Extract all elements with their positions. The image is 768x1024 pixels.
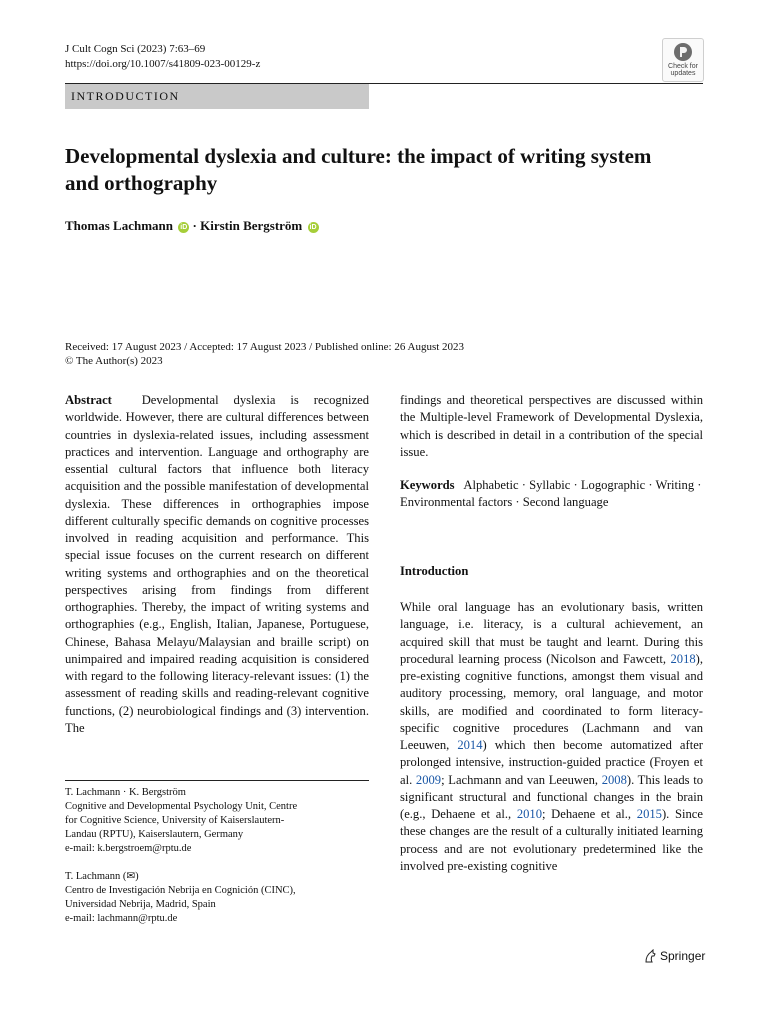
introduction-paragraph [400, 599, 703, 875]
doi-link[interactable]: https://doi.org/10.1007/s41809-023-00129-z [65, 58, 261, 70]
check-for-updates-badge[interactable] [662, 38, 704, 82]
affiliation-email[interactable]: e-mail: k.bergstroem@rptu.de [65, 843, 192, 854]
author-separator: · [192, 218, 197, 233]
body-text: ), pre-existing cognitive functions, amongst them visual and auditory processing, memory, oral language, and motor skills, are modified and coordinated to form literacy-specific cognitive procedures (Lachmann and van Leeuwen, [400, 651, 703, 752]
publication-dates [65, 340, 464, 368]
abstract-label: Abstract [65, 393, 112, 407]
article-title: Developmental dyslexia and culture: the impact of writing system and orthography [65, 144, 652, 195]
keywords-text: Alphabetic · Syllabic · Logographic · Writing · Environmental factors · Second language [400, 478, 702, 510]
badge-text-line1: Check for [668, 63, 698, 70]
affiliation-institution: for Cognitive Science, University of Kaiserslautern- [65, 815, 285, 826]
affiliation-rule [65, 780, 369, 781]
citation-link[interactable]: 2009 [415, 772, 442, 787]
body-text: ). This leads to significant structural and functional changes in the brain (e.g., Dehaene et al., [400, 772, 704, 821]
affiliation-email[interactable]: e-mail: lachmann@rptu.de [65, 913, 178, 924]
keywords-label: Keywords [400, 478, 455, 492]
affiliation-institution: Universidad Nebrija, Madrid, Spain [65, 899, 216, 910]
affiliation-institution: Centro de Investigación Nebrija en Cognición (CINC), [65, 885, 296, 896]
citation-link[interactable]: 2010 [516, 807, 542, 821]
history-dates: Received: 17 August 2023 / Accepted: 17 August 2023 / Published online: 26 August 2023 [65, 341, 465, 353]
affiliation-institution: Landau (RPTU), Kaiserslautern, Germany [65, 829, 244, 840]
orcid-icon[interactable]: iD [309, 223, 317, 231]
affiliation-institution: Cognitive and Developmental Psychology Unit, Centre [65, 801, 298, 812]
affiliation-block [65, 870, 369, 926]
section-label: INTRODUCTION [65, 84, 369, 109]
author-name[interactable]: Thomas Lachmann [65, 218, 173, 233]
citation-link[interactable]: 2015 [636, 807, 662, 821]
body-text: ; Lachmann and van Leeuwen, [441, 772, 602, 787]
corresponding-author: T. Lachmann (✉) [65, 871, 139, 882]
copyright-notice: © The Author(s) 2023 [65, 355, 163, 367]
citation-link[interactable]: 2008 [601, 772, 627, 787]
body-text: ) which then become automatized after prolonged intensive, instruction-guided practice (Froyen et al. [400, 738, 703, 787]
springer-horse-icon [643, 949, 657, 963]
affiliation-authors: T. Lachmann · K. Bergström [65, 787, 186, 798]
orcid-icon[interactable]: iD [180, 223, 188, 231]
abstract [65, 392, 369, 737]
body-text: ). Since these changes are the result of a culturally initiated learning process and are not evolutionary predetermined like the involved pre-existing cognitive [400, 807, 703, 873]
author-name[interactable]: Kirstin Bergström [200, 218, 303, 233]
publisher-name: Springer [660, 949, 706, 963]
citation-link[interactable]: 2018 [670, 651, 696, 666]
section-heading: Introduction [400, 564, 469, 578]
check-for-updates-icon [673, 42, 693, 62]
badge-text-line2: updates [670, 70, 696, 77]
author-line [65, 218, 319, 234]
abstract-text: Developmental dyslexia is recognized worldwide. However, there are cultural differences between countries in dyslexia-related issues, including assessment practices and intervention. Language and orthography are essential cultural factors that influence both literacy acquisition and the possible manifestation of developmental dyslexia. These differences in orthographies impose different culturally specific demands on cognitive processes involved in reading acquisition and performance. This special issue focuses on the current research on different writing systems and orthographies and on the theoretical perspectives arising from findings from different orthographies. Thereby, the impact of writing systems and orthographies (e.g., English, Italian, Japanese, Portuguese, Chinese, Bahasa Melayu/Malaysian and braille script) on unimpaired and impaired reading acquisition is considered with regard to the following literacy-relevant issues: (1) the assessment of reading skills and reading-relevant cognitive functions, (2) neurobiological findings and (3) intervention. The [65, 393, 369, 735]
journal-reference: J Cult Cogn Sci (2023) 7:63–69 [65, 43, 206, 55]
body-text: ; Dehaene et al., [542, 807, 637, 821]
keywords [400, 477, 703, 512]
citation-link[interactable]: 2014 [457, 738, 483, 752]
body-text: While oral language has an evolutionary basis, written language, i.e. literacy, is a cultural achievement, an acquired skill that must be taught and learnt. During this procedural learning process (Nicolson and Fawcett, [400, 600, 703, 666]
publisher-logo [643, 948, 705, 964]
affiliation-block [65, 786, 369, 856]
abstract-continuation: findings and theoretical perspectives are discussed within the Multiple-level Framework of Developmental Dyslexia, which is described in detail in a contribution of the special issue. [400, 393, 703, 459]
